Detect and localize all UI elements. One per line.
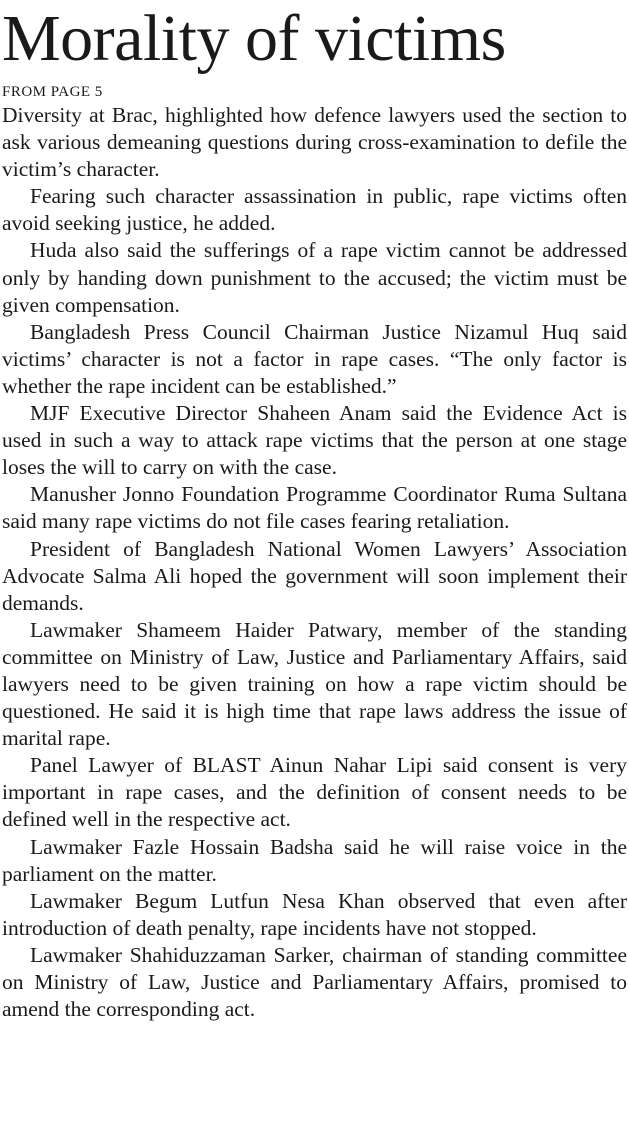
article-body — [2, 102, 627, 1023]
paragraph: Bangladesh Press Council Chairman Justice Nizamul Huq said victims’ character is not a factor in rape cases. “The only factor is whether the rape incident can be established.” — [2, 319, 627, 398]
paragraph: Panel Lawyer of BLAST Ainun Nahar Lipi said consent is very important in rape cases, and the definition of consent needs to be defined well in the respective act. — [2, 753, 627, 832]
paragraph: MJF Executive Director Shaheen Anam said the Evidence Act is used in such a way to attack rape victims that the person at one stage loses the will to carry on with the case. — [2, 401, 627, 480]
headline: Morality of victims — [2, 2, 506, 75]
paragraph: Fearing such character assassination in public, rape victims often avoid seeking justice, he added. — [2, 184, 627, 236]
paragraph: President of Bangladesh National Women Lawyers’ Association Advocate Salma Ali hoped the government will soon implement their demands. — [2, 536, 627, 615]
continued-from-label: FROM PAGE 5 — [2, 84, 103, 100]
paragraph: Diversity at Brac, highlighted how defence lawyers used the section to ask various demeaning questions during cross-examination to defile the victim’s character. — [2, 103, 627, 182]
article — [2, 0, 627, 1023]
paragraph: Manusher Jonno Foundation Programme Coordinator Ruma Sultana said many rape victims do not file cases fearing retaliation. — [2, 482, 627, 534]
paragraph: Lawmaker Shameem Haider Patwary, member of the standing committee on Ministry of Law, Justice and Parliamentary Affairs, said lawyers need to be given training on how a rape victim should be questioned. He said it is high time that rape laws address the issue of marital rape. — [2, 617, 627, 751]
paragraph: Lawmaker Fazle Hossain Badsha said he will raise voice in the parliament on the matter. — [2, 834, 627, 886]
paragraph: Huda also said the sufferings of a rape victim cannot be addressed only by handing down punishment to the accused; the victim must be given compensation. — [2, 238, 627, 317]
paragraph: Lawmaker Begum Lutfun Nesa Khan observed that even after introduction of death penalty, rape incidents have not stopped. — [2, 888, 627, 940]
paragraph: Lawmaker Shahiduzzaman Sarker, chairman of standing committee on Ministry of Law, Justice and Parliamentary Affairs, promised to amend the corresponding act. — [2, 942, 627, 1022]
